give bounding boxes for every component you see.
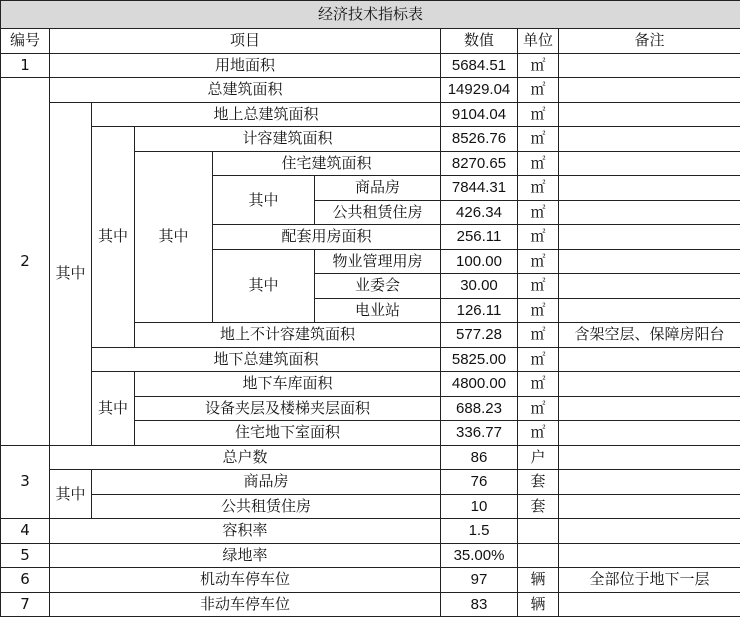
cell-remark[interactable] bbox=[559, 151, 740, 176]
cell-unit[interactable]: ㎡ bbox=[518, 176, 559, 201]
cell-remark[interactable] bbox=[559, 592, 740, 617]
cell-unit[interactable]: ㎡ bbox=[518, 53, 559, 78]
cell-unit[interactable]: ㎡ bbox=[518, 78, 559, 103]
cell-value[interactable]: 76 bbox=[441, 470, 518, 495]
cell-item[interactable]: 地上不计容建筑面积 bbox=[135, 323, 441, 348]
table-row bbox=[1, 519, 740, 544]
cell-sub-label[interactable]: 其中 bbox=[50, 470, 92, 519]
cell-value[interactable]: 688.23 bbox=[441, 396, 518, 421]
header-unit[interactable]: 单位 bbox=[518, 29, 559, 54]
cell-item[interactable]: 容积率 bbox=[50, 519, 441, 544]
cell-item[interactable]: 住宅建筑面积 bbox=[213, 151, 441, 176]
cell-item[interactable]: 商品房 bbox=[92, 470, 441, 495]
cell-remark[interactable]: 含架空层、保障房阳台 bbox=[559, 323, 740, 348]
cell-sub-label[interactable]: 其中 bbox=[92, 372, 135, 446]
cell-item[interactable]: 业委会 bbox=[315, 274, 441, 299]
cell-remark[interactable] bbox=[559, 347, 740, 372]
cell-remark[interactable] bbox=[559, 127, 740, 152]
cell-unit[interactable]: ㎡ bbox=[518, 274, 559, 299]
cell-unit[interactable]: ㎡ bbox=[518, 151, 559, 176]
cell-remark[interactable] bbox=[559, 494, 740, 519]
table-row bbox=[1, 347, 740, 372]
cell-value[interactable]: 426.34 bbox=[441, 200, 518, 225]
cell-item[interactable]: 住宅地下室面积 bbox=[135, 421, 441, 446]
cell-value[interactable]: 5825.00 bbox=[441, 347, 518, 372]
cell-remark[interactable] bbox=[559, 298, 740, 323]
cell-item[interactable]: 商品房 bbox=[315, 176, 441, 201]
cell-no[interactable]: 6 bbox=[1, 568, 50, 593]
cell-unit[interactable]: ㎡ bbox=[518, 102, 559, 127]
cell-unit[interactable]: 户 bbox=[518, 445, 559, 470]
cell-no[interactable]: 2 bbox=[1, 78, 50, 446]
cell-item[interactable]: 非动车停车位 bbox=[50, 592, 441, 617]
table-row bbox=[1, 372, 740, 397]
cell-no[interactable]: 3 bbox=[1, 445, 50, 519]
cell-no[interactable]: 1 bbox=[1, 53, 50, 78]
header-row bbox=[1, 29, 740, 54]
cell-value[interactable]: 30.00 bbox=[441, 274, 518, 299]
table-title[interactable]: 经济技术指标表 bbox=[1, 1, 740, 29]
cell-unit[interactable]: ㎡ bbox=[518, 200, 559, 225]
cell-unit[interactable]: ㎡ bbox=[518, 298, 559, 323]
cell-remark[interactable] bbox=[559, 200, 740, 225]
cell-value[interactable]: 10 bbox=[441, 494, 518, 519]
cell-remark[interactable] bbox=[559, 470, 740, 495]
cell-value[interactable]: 97 bbox=[441, 568, 518, 593]
table-row bbox=[1, 470, 740, 495]
cell-sub-label[interactable]: 其中 bbox=[50, 102, 92, 445]
cell-unit[interactable]: 辆 bbox=[518, 592, 559, 617]
cell-item[interactable]: 机动车停车位 bbox=[50, 568, 441, 593]
cell-item[interactable]: 地下车库面积 bbox=[135, 372, 441, 397]
table-row bbox=[1, 53, 740, 78]
cell-value[interactable]: 256.11 bbox=[441, 225, 518, 250]
title-row bbox=[1, 1, 740, 29]
cell-item[interactable]: 配套用房面积 bbox=[213, 225, 441, 250]
cell-value[interactable]: 126.11 bbox=[441, 298, 518, 323]
cell-no[interactable]: 5 bbox=[1, 543, 50, 568]
cell-unit[interactable]: 辆 bbox=[518, 568, 559, 593]
cell-remark[interactable] bbox=[559, 102, 740, 127]
cell-item[interactable]: 公共租赁住房 bbox=[315, 200, 441, 225]
cell-unit[interactable]: 套 bbox=[518, 494, 559, 519]
cell-remark[interactable] bbox=[559, 519, 740, 544]
cell-sub-label[interactable]: 其中 bbox=[135, 151, 213, 323]
cell-value[interactable]: 8526.76 bbox=[441, 127, 518, 152]
cell-value[interactable]: 4800.00 bbox=[441, 372, 518, 397]
cell-value[interactable]: 336.77 bbox=[441, 421, 518, 446]
table-row bbox=[1, 494, 740, 519]
cell-unit[interactable]: ㎡ bbox=[518, 127, 559, 152]
cell-remark[interactable] bbox=[559, 543, 740, 568]
cell-unit[interactable]: ㎡ bbox=[518, 421, 559, 446]
cell-value[interactable]: 35.00% bbox=[441, 543, 518, 568]
cell-unit[interactable]: ㎡ bbox=[518, 249, 559, 274]
cell-value[interactable]: 86 bbox=[441, 445, 518, 470]
cell-remark[interactable] bbox=[559, 53, 740, 78]
cell-unit[interactable]: 套 bbox=[518, 470, 559, 495]
header-item[interactable]: 项目 bbox=[50, 29, 441, 54]
cell-remark[interactable] bbox=[559, 274, 740, 299]
cell-item[interactable]: 总户数 bbox=[50, 445, 441, 470]
cell-remark[interactable] bbox=[559, 225, 740, 250]
table-row bbox=[1, 543, 740, 568]
cell-value[interactable]: 83 bbox=[441, 592, 518, 617]
table-row bbox=[1, 78, 740, 103]
cell-value[interactable]: 577.28 bbox=[441, 323, 518, 348]
table-row bbox=[1, 445, 740, 470]
cell-item[interactable]: 地上总建筑面积 bbox=[92, 102, 441, 127]
cell-value[interactable]: 9104.04 bbox=[441, 102, 518, 127]
cell-remark[interactable] bbox=[559, 445, 740, 470]
cell-remark[interactable] bbox=[559, 249, 740, 274]
cell-remark[interactable] bbox=[559, 421, 740, 446]
cell-sub-label[interactable]: 其中 bbox=[92, 127, 135, 348]
cell-no[interactable]: 7 bbox=[1, 592, 50, 617]
cell-item[interactable]: 总建筑面积 bbox=[50, 78, 441, 103]
cell-unit[interactable] bbox=[518, 519, 559, 544]
cell-remark[interactable] bbox=[559, 396, 740, 421]
cell-value[interactable]: 1.5 bbox=[441, 519, 518, 544]
table-row bbox=[1, 102, 740, 127]
header-no[interactable]: 编号 bbox=[1, 29, 50, 54]
cell-item[interactable]: 绿地率 bbox=[50, 543, 441, 568]
cell-value[interactable]: 14929.04 bbox=[441, 78, 518, 103]
header-value[interactable]: 数值 bbox=[441, 29, 518, 54]
cell-unit[interactable] bbox=[518, 543, 559, 568]
cell-value[interactable]: 8270.65 bbox=[441, 151, 518, 176]
cell-no[interactable]: 4 bbox=[1, 519, 50, 544]
table-row bbox=[1, 127, 740, 152]
cell-item[interactable]: 公共租赁住房 bbox=[92, 494, 441, 519]
table-row bbox=[1, 568, 740, 593]
cell-value[interactable]: 5684.51 bbox=[441, 53, 518, 78]
cell-unit[interactable]: ㎡ bbox=[518, 323, 559, 348]
header-remark[interactable]: 备注 bbox=[559, 29, 740, 54]
cell-unit[interactable]: ㎡ bbox=[518, 225, 559, 250]
cell-unit[interactable]: ㎡ bbox=[518, 347, 559, 372]
cell-value[interactable]: 100.00 bbox=[441, 249, 518, 274]
table-row bbox=[1, 592, 740, 617]
cell-item[interactable]: 地下总建筑面积 bbox=[92, 347, 441, 372]
cell-sub-label[interactable]: 其中 bbox=[213, 249, 315, 323]
cell-unit[interactable]: ㎡ bbox=[518, 372, 559, 397]
cell-sub-label[interactable]: 其中 bbox=[213, 176, 315, 225]
cell-unit[interactable]: ㎡ bbox=[518, 396, 559, 421]
cell-item[interactable]: 物业管理用房 bbox=[315, 249, 441, 274]
cell-value[interactable]: 7844.31 bbox=[441, 176, 518, 201]
cell-item[interactable]: 电业站 bbox=[315, 298, 441, 323]
cell-remark[interactable] bbox=[559, 78, 740, 103]
cell-item[interactable]: 计容建筑面积 bbox=[135, 127, 441, 152]
cell-remark[interactable] bbox=[559, 176, 740, 201]
cell-remark[interactable] bbox=[559, 372, 740, 397]
cell-item[interactable]: 设备夹层及楼梯夹层面积 bbox=[135, 396, 441, 421]
cell-item[interactable]: 用地面积 bbox=[50, 53, 441, 78]
cell-remark[interactable]: 全部位于地下一层 bbox=[559, 568, 740, 593]
